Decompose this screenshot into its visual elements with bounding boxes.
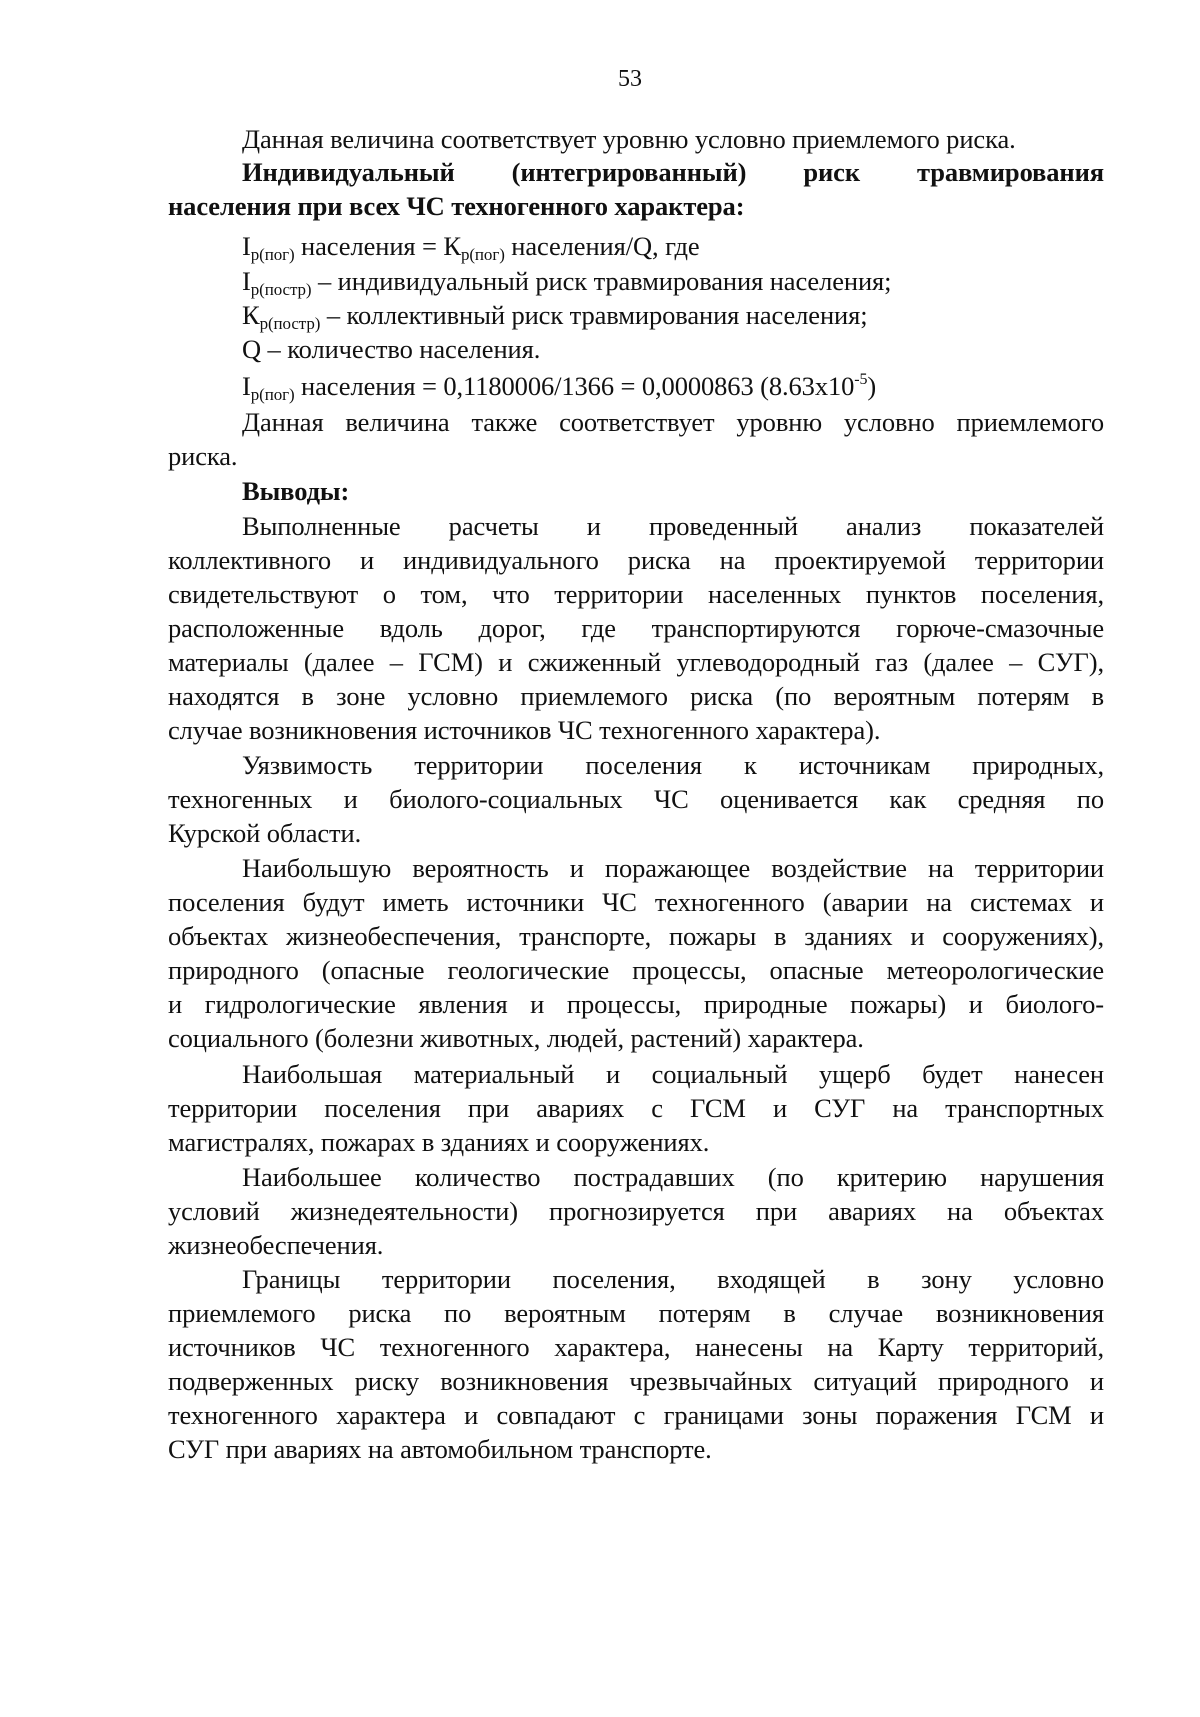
text-line: природного (опасные геологические процессы, опасные метеорологические [168, 955, 1104, 985]
text-line: Выполненные расчеты и проведенный анализ показателей [242, 511, 1104, 541]
text-line: приемлемого риска по вероятным потерям в случае возникновения [168, 1298, 1104, 1328]
text-line: магистралях, пожарах в зданиях и сооружениях. [168, 1127, 710, 1157]
text-line: Данная величина соответствует уровню условно приемлемого риска. [242, 124, 1016, 154]
formula-line: $I_{р(пог)}$ населения = 0,1180006/1366 = 0,0000863 $(8.63x10^{-5})$ [242, 371, 877, 404]
text-line: техногенного характера и совпадают с границами зоны поражения ГСМ и [168, 1400, 1104, 1430]
text-line: поселения будут иметь источники ЧС техногенного (аварии на системах и [168, 887, 1104, 917]
formula-line: $I_{р(пог)}$ населения = $К_{р(пог)}$ населения/Q, где [242, 231, 700, 264]
text-line: материалы (далее – ГСМ) и сжиженный углеводородный газ (далее – СУГ), [168, 647, 1104, 677]
text-line: территории поселения при авариях с ГСМ и СУГ на транспортных [168, 1093, 1104, 1123]
text-line: свидетельствуют о том, что территории населенных пунктов поселения, [168, 579, 1104, 609]
text-line: социального (болезни животных, людей, растений) характера. [168, 1023, 864, 1053]
section-heading: Индивидуальный (интегрированный) риск травмирования [242, 157, 1104, 187]
formula-line: $I_{р(постр)}$ – индивидуальный риск травмирования населения; [242, 266, 892, 299]
text-line: и гидрологические явления и процессы, природные пожары) и биолого- [168, 989, 1104, 1019]
text-line: находятся в зоне условно приемлемого риска (по вероятным потерям в [168, 681, 1104, 711]
text-line: Наибольшую вероятность и поражающее воздействие на территории [242, 853, 1104, 883]
text-line: Наибольшая материальный и социальный ущерб будет нанесен [242, 1059, 1104, 1089]
text-line: объектах жизнеобеспечения, транспорте, пожары в зданиях и сооружениях), [168, 921, 1104, 951]
text-line: расположенные вдоль дорог, где транспортируются горюче-смазочные [168, 613, 1104, 643]
page-number: 53 [618, 66, 642, 92]
section-heading: населения при всех ЧС техногенного характера: [168, 191, 745, 221]
conclusions-heading: Выводы: [242, 476, 350, 506]
text-line: Границы территории поселения, входящей в зону условно [242, 1264, 1104, 1294]
formula-line: Q – количество населения. [242, 334, 541, 364]
text-line: СУГ при авариях на автомобильном транспорте. [168, 1434, 712, 1464]
text-line: Уязвимость территории поселения к источникам природных, [242, 750, 1104, 780]
text-line: Наибольшее количество пострадавших (по критерию нарушения [242, 1162, 1104, 1192]
text-line: Данная величина также соответствует уровню условно приемлемого [242, 407, 1104, 437]
text-line: подверженных риску возникновения чрезвычайных ситуаций природного и [168, 1366, 1104, 1396]
text-line: жизнеобеспечения. [168, 1230, 384, 1260]
text-line: источников ЧС техногенного характера, нанесены на Карту территорий, [168, 1332, 1104, 1362]
text-line: случае возникновения источников ЧС техногенного характера). [168, 715, 881, 745]
text-line: коллективного и индивидуального риска на проектируемой территории [168, 545, 1104, 575]
text-line: условий жизнедеятельности) прогнозируется при авариях на объектах [168, 1196, 1104, 1226]
text-line: Курской области. [168, 818, 362, 848]
text-line: техногенных и биолого-социальных ЧС оценивается как средняя по [168, 784, 1104, 814]
formula-line: $К_{р(постр)}$ – коллективный риск травмирования населения; [242, 300, 868, 333]
text-line: риска. [168, 441, 238, 471]
